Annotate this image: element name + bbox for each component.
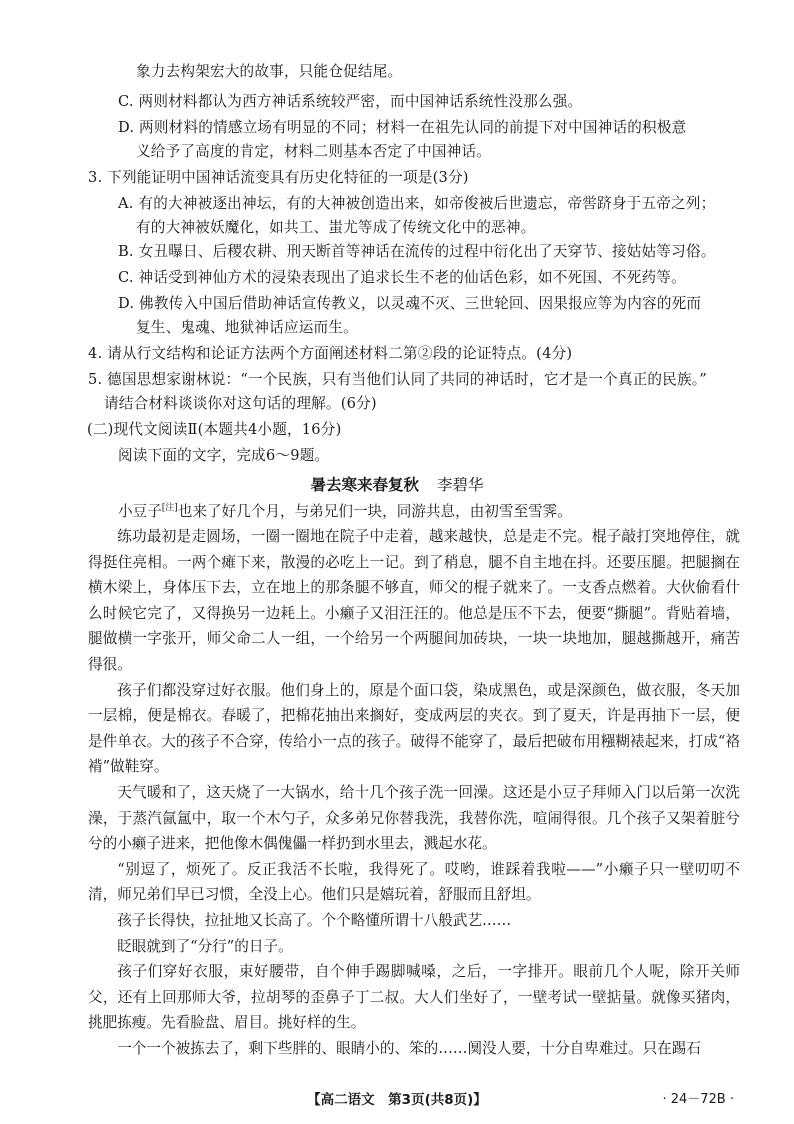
story-paragraph: 天气暖和了，这天烧了一大锅水，给十几个孩子洗一回澡。这还是小豆子拜师入门以后第一次洗澡，于蒸汽氤氲中，取一个木勺子，众多弟兄你替我洗，我替你洗，喧闹得很。几个孩子又架着脏兮兮的小癞子进来，把他像木偶傀儡一样扔到水里去，溅起水花。 bbox=[88, 783, 740, 853]
footnote-marker: [注] bbox=[161, 503, 178, 513]
story-paragraph: 一个一个被拣去了，剩下些胖的、眼睛小的、笨的……阒没人要，十分自卑难过。只在踢石 bbox=[117, 1039, 701, 1057]
option-c: C. 神话受到神仙方术的浸染表现出了追求长生不老的仙话色彩，如不死国、不死药等。 bbox=[118, 269, 686, 286]
story-title: 暑去寒来春复秋 bbox=[310, 476, 419, 494]
story-paragraph: 练功最初是走圆场，一圈一圈地在院子中走着，越来越快，总是走不完。棍子敲打突地停住，就得挺住亮相。一两个瘫下来，散漫的必吃上一记。到了稍息，腿不自主地在抖。还要压腿。把腿搁在横木梁上，身体压下去，立在地上的那条腿不够直，师父的棍子就来了。一支香点燃着。大伙偷看什么时候它完了，又得换另一边耗上。小癞子又泪汪汪的。他总是压不下去，便要“撕腿”。背贴着墙，腿做横一字张开，师父命二人一组，一个给另一个两腿间加砖块，一块一块地加，腿越撕越开，痛苦得很。 bbox=[88, 528, 740, 673]
option-d-continuation: 义给予了高度的肯定，材料二则基本否定了中国神话。 bbox=[136, 143, 492, 160]
option-b-continuation: 象力去构架宏大的故事，只能仓促结尾。 bbox=[136, 63, 403, 80]
story-paragraph: 小豆子[注]也来了好几个月，与弟兄们一块，同游共息，由初雪至雪霁。 bbox=[118, 502, 572, 520]
story-paragraph: “别逗了，烦死了。反正我活不长啦，我得死了。哎哟，谁踩着我啦——”小癞子只一壁叨叨不清，师兄弟们早已习惯，全没上心。他们只是嬉玩着，舒服而且舒坦。 bbox=[88, 860, 740, 904]
option-a: A. 有的大神被逐出神坛，有的大神被创造出来，如帝俊被后世遗忘，帝喾跻身于五帝之列； bbox=[118, 195, 716, 212]
story-title-line bbox=[0, 474, 794, 496]
option-d-continuation: 复生、鬼魂、地狱神话应运而生。 bbox=[136, 319, 358, 336]
reading-instruction: 阅读下面的文字，完成6～9题。 bbox=[118, 447, 330, 464]
story-author: 李碧华 bbox=[437, 476, 484, 494]
story-body bbox=[118, 498, 740, 522]
story-paragraph: 眨眼就到了“分行”的日子。 bbox=[117, 937, 293, 955]
option-a-continuation: 有的大神被妖魔化，如共工、蚩尤等成了传统文化中的恶神。 bbox=[136, 219, 536, 236]
section-heading: (二)现代文阅读Ⅱ(本题共4小题，16分) bbox=[87, 421, 342, 438]
question-4: 4. 请从行文结构和论证方法两个方面阐述材料二第②段的论证特点。(4分) bbox=[88, 345, 573, 362]
question-3: 3. 下列能证明中国神话流变具有历史化特征的一项是(3分) bbox=[88, 169, 469, 186]
question-5: 5. 德国思想家谢林说：“一个民族，只有当他们认同了共同的神话时，它才是一个真正的民族。” bbox=[88, 371, 707, 388]
option-d: D. 佛教传入中国后借助神话宣传教义，以灵魂不灭、三世轮回、因果报应等为内容的死而 bbox=[118, 295, 702, 312]
exam-code: · 24－72B · bbox=[662, 1092, 734, 1107]
question-5-continuation: 请结合材料谈谈你对这句话的理解。(6分) bbox=[104, 395, 377, 412]
story-body-main bbox=[88, 524, 740, 1061]
option-c: C. 两则材料都认为西方神话系统较严密，而中国神话系统性没那么强。 bbox=[118, 93, 583, 110]
page-number: 【高二语文 第3页(共8页)】 bbox=[307, 1092, 487, 1108]
story-paragraph: 孩子们穿好衣服，束好腰带，自个伸手踢脚喊嗓，之后，一字排开。眼前几个人呢，除开关师父，还有上回那师大爷，拉胡琴的歪鼻子丁二叔。大人们坐好了，一壁考试一壁掂量。就像买猪肉，挑肥拣瘦。先看脸盘、眉目。挑好样的生。 bbox=[88, 963, 740, 1032]
story-paragraph: 孩子长得快，拉扯地又长高了。个个略懂所谓十八般武艺…… bbox=[117, 911, 512, 929]
story-paragraph: 孩子们都没穿过好衣服。他们身上的，原是个面口袋，染成黑色，或是深颜色，做衣服，冬天加一层棉，便是棉衣。春暖了，把棉花抽出来搁好，变成两层的夹衣。到了夏天，许是再抽下一层，便是件单衣。大的孩子不合穿，传给小一点的孩子。破得不能穿了，最后把破布用糨糊裱起来，打成“袼褙”做鞋穿。 bbox=[88, 681, 740, 776]
option-d: D. 两则材料的情感立场有明显的不同；材料一在祖先认同的前提下对中国神话的积极意 bbox=[118, 119, 687, 136]
option-b: B. 女丑曝日、后稷农耕、刑天断首等神话在流传的过程中衍化出了天穿节、接姑姑等习俗。 bbox=[118, 243, 716, 260]
